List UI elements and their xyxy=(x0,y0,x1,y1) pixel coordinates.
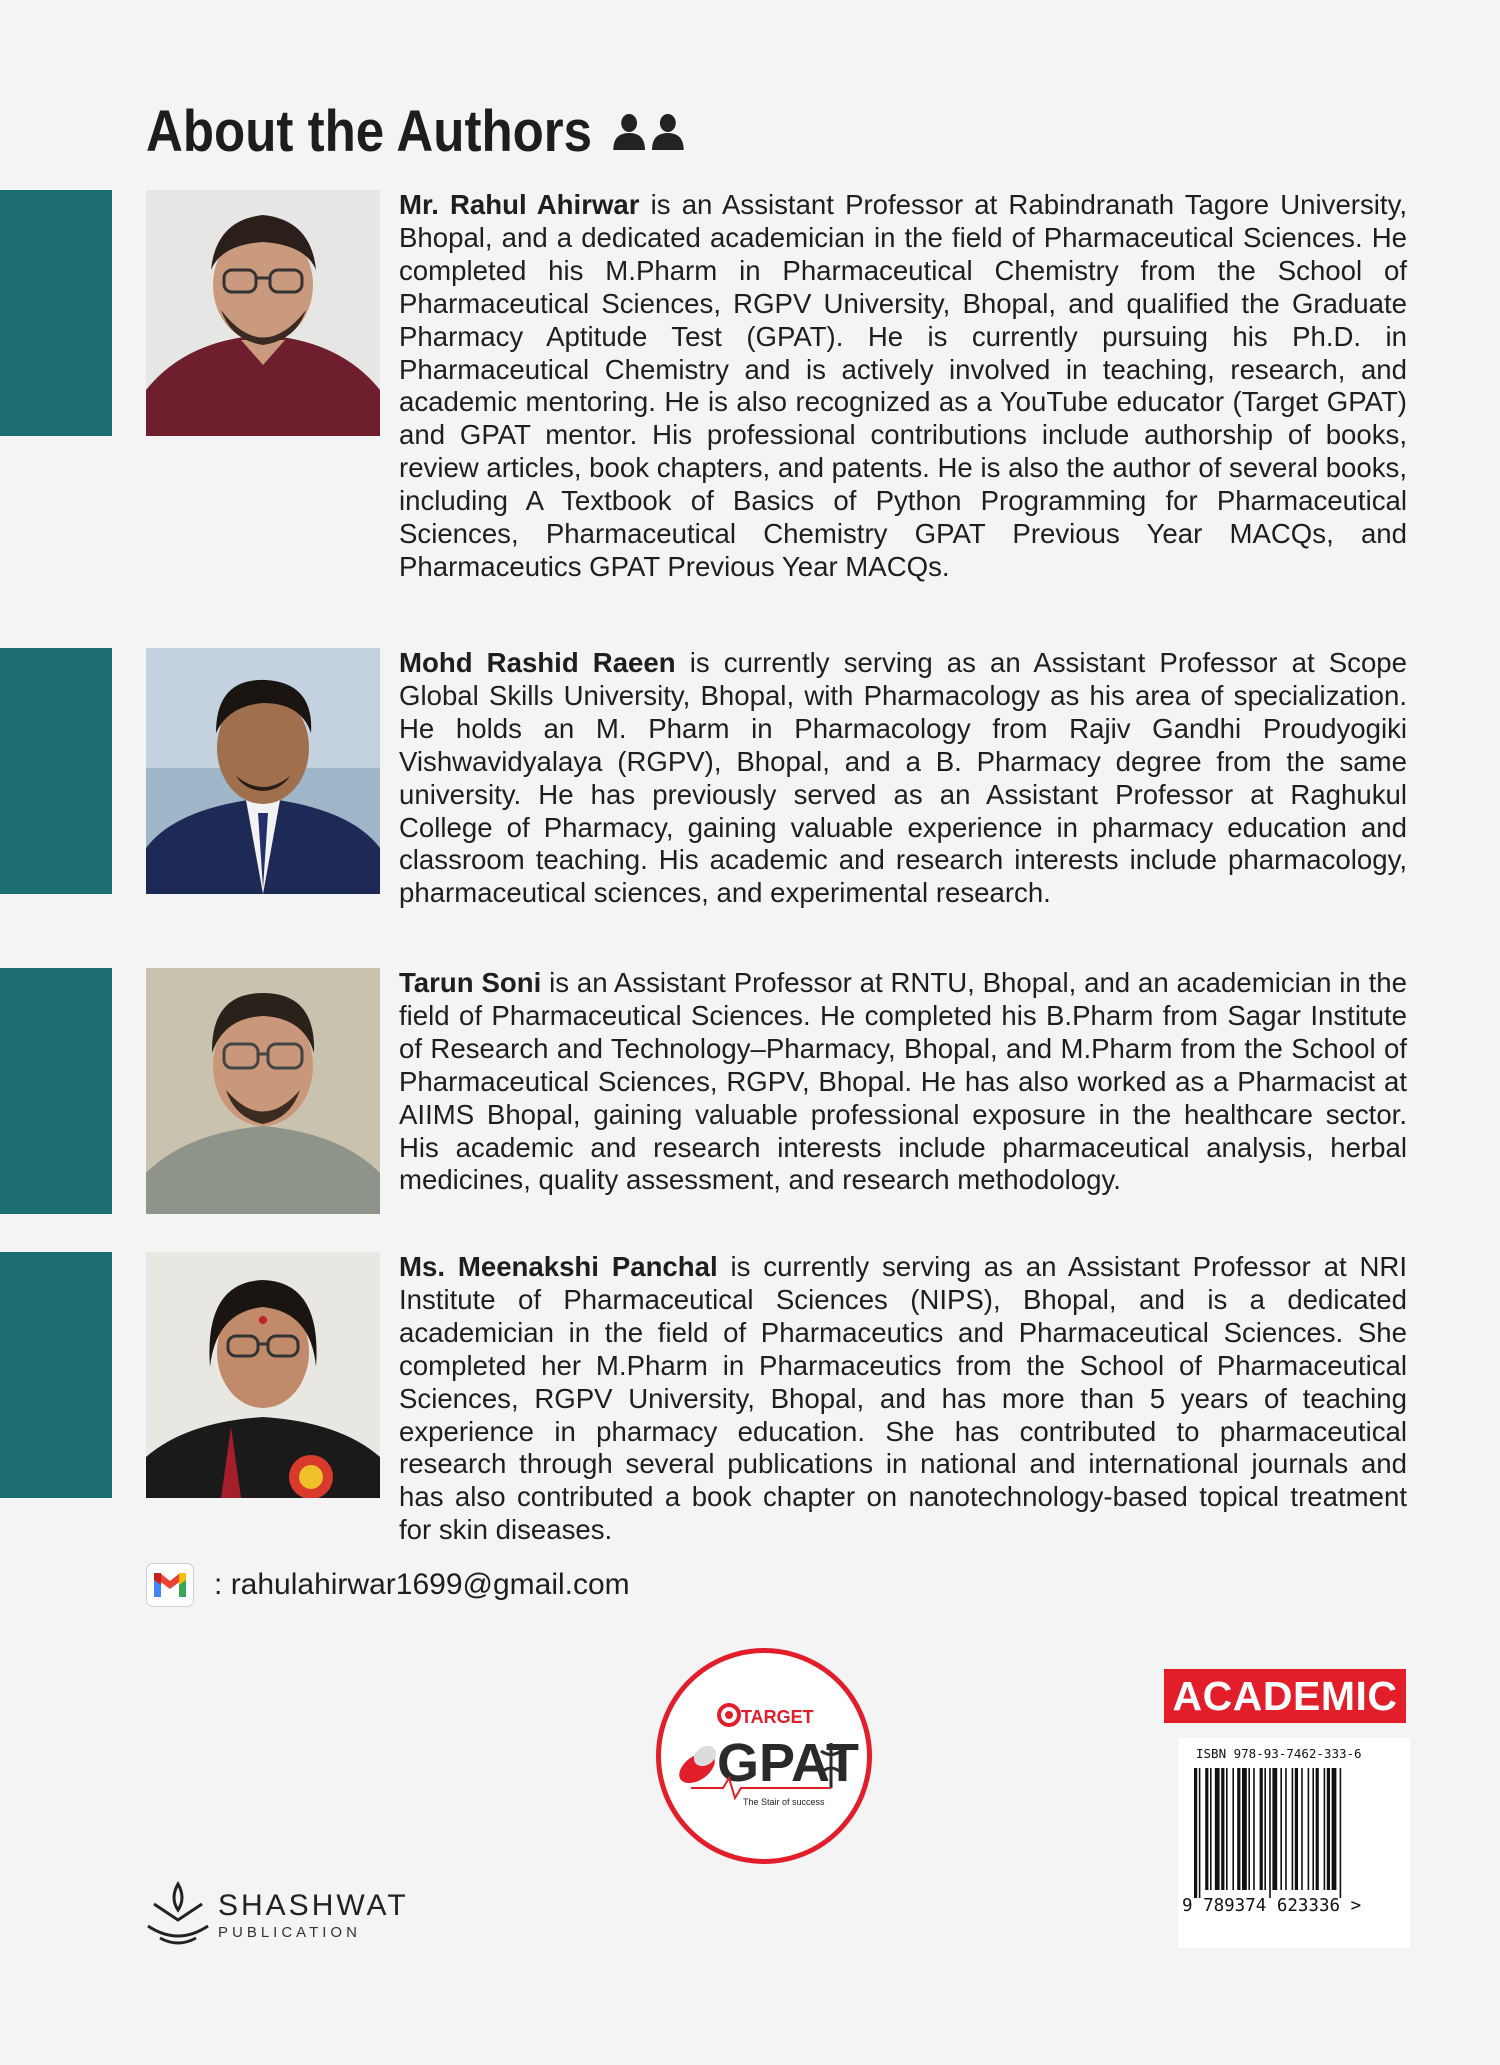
category-label: ACADEMIC xyxy=(1164,1669,1406,1723)
author-accent-bar xyxy=(0,190,112,436)
author-bio-text: is an Assistant Professor at Rabindranath Tagore University, Bhopal, and a dedicated academician in the field of Pharmaceutical Sciences. He completed his M.Pharm in Pharmaceutical Chemistry from the School of Pharmaceutical Sciences, RGPV University, Bhopal, and qualified the Graduate Pharmacy Aptitude Test (GPAT). He is currently pursuing his Ph.D. in Pharmaceutical Chemistry and is actively involved in teaching, research, and academic mentoring. He is also recognized as a YouTube educator (Target GPAT) and GPAT mentor. His professional contributions include authorship of books, review articles, book chapters, and patents. He is also the author of several books, including A Textbook of Basics of Python Programming for Pharmaceutical Sciences, Pharmaceutical Chemistry GPAT Previous Year MACQs, and Pharmaceutics GPAT Previous Year MACQs. xyxy=(399,189,1407,582)
barcode-bar xyxy=(1253,1768,1255,1890)
barcode-bar xyxy=(1272,1768,1277,1890)
email-address: rahulahirwar1699@gmail.com xyxy=(230,1568,630,1601)
barcode-bar xyxy=(1327,1768,1330,1890)
barcode-bar xyxy=(1237,1768,1240,1890)
barcode-bar xyxy=(1308,1768,1310,1890)
author-name: Mr. Rahul Ahirwar xyxy=(399,189,640,220)
author-bio xyxy=(399,1251,1407,1547)
people-icon xyxy=(611,113,685,151)
publisher-subtitle: PUBLICATION xyxy=(218,1923,361,1941)
author-accent-bar xyxy=(0,1252,112,1498)
shashwat-diya-icon xyxy=(146,1880,210,1950)
barcode-bar xyxy=(1285,1768,1287,1890)
barcode-bar xyxy=(1312,1768,1314,1890)
barcode-bar xyxy=(1292,1768,1294,1890)
author-photo xyxy=(146,968,380,1214)
author-bio-text: is an Assistant Professor at RNTU, Bhopal, and an academician in the field of Pharmaceutical Sciences. He completed his B.Pharm from Sagar Institute of Research and Technology–Pharmacy, Bhopal, and M.Pharm from the School of Pharmaceutical Sciences, RGPV, Bhopal. He has also worked as a Pharmacist at AIIMS Bhopal, gaining valuable professional exposure in the healthcare sector. His academic and research interests include pharmaceutical analysis, herbal medicines, quality assessment, and research methodology. xyxy=(399,967,1407,1196)
author-name: Tarun Soni xyxy=(399,967,542,998)
logo-target-text: TARGET xyxy=(741,1707,814,1727)
email-link[interactable] xyxy=(214,1568,630,1602)
logo-gpat-text: GPAT xyxy=(717,1733,859,1793)
barcode-bar xyxy=(1210,1768,1212,1890)
barcode-bar xyxy=(1324,1768,1326,1890)
barcode-bar xyxy=(1221,1768,1224,1890)
barcode-bar xyxy=(1242,1768,1247,1890)
barcode-bar xyxy=(1199,1768,1201,1898)
author-bio-text: is currently serving as an Assistant Professor at Scope Global Skills University, Bhopal, with Pharmacology as his area of specialization. He holds an M. Pharm in Pharmacology from Rajiv Gandhi Proudyogiki Vishwavidyalaya (RGPV), Bhopal, and a B. Pharmacy degree from the same university. He has previously served as an Assistant Professor at Raghukul College of Pharmacy, gaining valuable experience in pharmacy education and classroom teaching. His academic and research interests include pharmacology, pharmaceutical sciences, and experimental research. xyxy=(399,647,1407,909)
barcode-bar xyxy=(1232,1768,1234,1890)
page-title xyxy=(146,98,685,165)
barcode-bar xyxy=(1301,1768,1303,1890)
barcode-bars xyxy=(1194,1768,1390,1898)
target-gpat-logo xyxy=(656,1648,872,1864)
author-name: Mohd Rashid Raeen xyxy=(399,647,676,678)
author-accent-bar xyxy=(0,968,112,1214)
isbn-barcode xyxy=(1178,1738,1410,1948)
barcode-bar xyxy=(1295,1768,1298,1890)
contact-email-row xyxy=(146,1563,630,1607)
author-photo xyxy=(146,648,380,894)
barcode-bar xyxy=(1260,1768,1263,1890)
author-bio xyxy=(399,967,1407,1197)
barcode-bar xyxy=(1215,1768,1220,1890)
barcode-bar xyxy=(1248,1768,1250,1890)
barcode-bar xyxy=(1226,1768,1228,1890)
barcode-bar xyxy=(1264,1768,1266,1890)
barcode-bar xyxy=(1280,1768,1282,1890)
gmail-icon xyxy=(146,1563,194,1607)
email-separator: : xyxy=(214,1568,223,1601)
barcode-bar xyxy=(1269,1768,1271,1898)
logo-tagline: The Stair of success xyxy=(743,1797,825,1807)
author-accent-bar xyxy=(0,648,112,894)
author-bio xyxy=(399,647,1407,910)
barcode-bar xyxy=(1340,1768,1342,1898)
barcode-bar xyxy=(1332,1768,1337,1890)
barcode-bar xyxy=(1316,1768,1319,1890)
publisher-logo xyxy=(146,1880,409,1950)
isbn-number: 9 789374 623336 > xyxy=(1182,1896,1362,1916)
page-title-text: About the Authors xyxy=(146,99,593,164)
author-bio-text: is currently serving as an Assistant Professor at NRI Institute of Pharmaceutical Sciences (NIPS), Bhopal, and is a dedicated academician in the field of Pharmaceutics and Pharmaceutical Sciences. She completed her M.Pharm in Pharmaceutics from the School of Pharmaceutical Sciences, RGPV University, Bhopal, and has more than 5 years of teaching experience in pharmacy education. She has contributed to pharmaceutical research through several publications in national and international journals and has also contributed a book chapter on nanotechnology-based topical treatment for skin diseases. xyxy=(399,1251,1407,1546)
author-bio xyxy=(399,189,1407,584)
isbn-label: ISBN 978-93-7462-333-6 xyxy=(1196,1746,1362,1761)
author-name: Ms. Meenakshi Panchal xyxy=(399,1251,718,1282)
author-photo xyxy=(146,190,380,436)
publisher-name: SHASHWAT xyxy=(218,1888,409,1922)
author-photo xyxy=(146,1252,380,1498)
barcode-bar xyxy=(1205,1768,1208,1890)
barcode-bar xyxy=(1194,1768,1197,1898)
